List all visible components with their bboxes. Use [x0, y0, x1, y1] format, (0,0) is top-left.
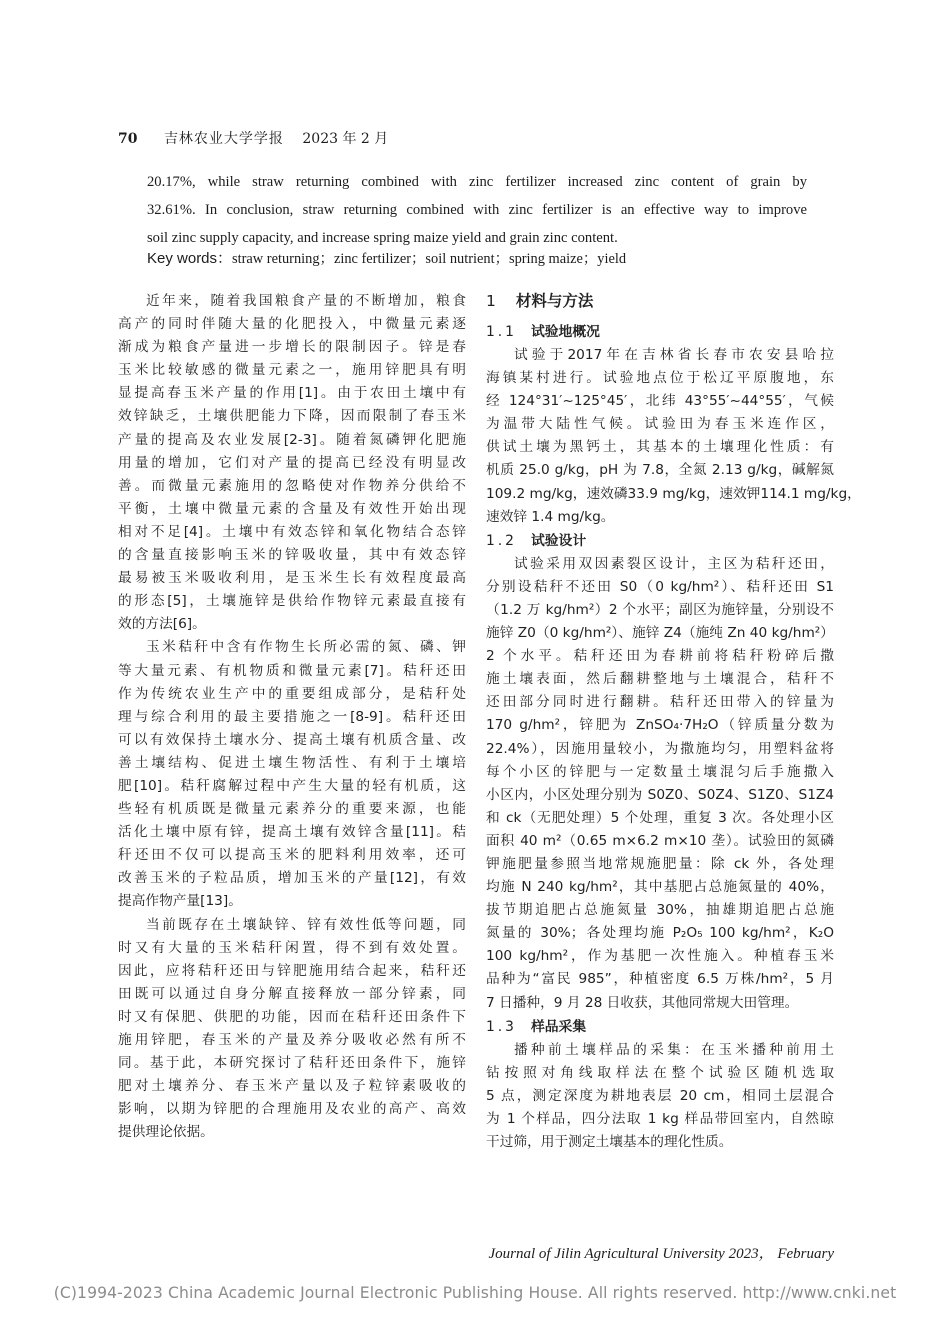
text-line: 速效锌 1.4 mg/kg。 [486, 508, 615, 525]
text-line: 109.2 mg/kg，速效磷33.9 mg/kg，速效钾114.1 mg/kg， [486, 485, 861, 502]
left-column [118, 290, 466, 1144]
journal-title: 吉林农业大学学报 [163, 131, 284, 147]
text-line: 活化土壤中原有锌，提高土壤有效锌含量[11]。秸 [118, 824, 466, 841]
footer-journal: Journal of Jilin Agricultural University 2023， February [488, 1246, 834, 1262]
text-line: 为温带大陆性气候。试验田为春玉米连作区， [486, 416, 834, 433]
copyright-notice: (C)1994-2023 China Academic Journal Electronic Publishing House. All rights reserved. http://www.cnki.net [53, 1284, 897, 1302]
subsection-number: 1.2 [486, 532, 517, 549]
text-line: 2 个水平。秸秆还田为春耕前将秸秆粉碎后撒 [486, 648, 834, 665]
text-line: 22.4%），因施用量较小，为撒施均匀，用塑料盆将 [486, 740, 834, 757]
text-line: 可以有效保持土壤水分、提高土壤有机质含量、改 [118, 731, 466, 748]
text-line: 些轻有机质既是微量元素养分的重要来源，也能 [118, 801, 466, 818]
subsection-heading [486, 529, 834, 553]
text-line: 时又有保肥、供肥的功能，因而在秸秆还田条件下 [118, 1008, 466, 1025]
text-line: 机质 25.0 g/kg，pH 为 7.8，全氮 2.13 g/kg，碱解氮 [486, 462, 834, 479]
text-line: 均施 N 240 kg/hm²，其中基肥占总施氮量的 40%， [486, 879, 834, 896]
right-column [486, 290, 861, 1154]
section-number: 1 [486, 292, 496, 310]
keywords-value: straw returning；zinc fertilizer；soil nutrient；spring maize；yield [232, 251, 627, 267]
text-line: 品种为“富民 985”，种植密度 6.5 万株/hm²，5 月 [486, 971, 834, 988]
keywords [147, 248, 807, 270]
text-line: 每个小区的锌肥与一定数量土壤混匀后手施撒入 [486, 763, 834, 780]
subsection-number: 1.1 [486, 324, 517, 340]
text-line: 等大量元素、有机物质和微量元素[7]。秸秆还田 [118, 662, 466, 679]
subsection-body [486, 553, 834, 1015]
page-number: 70 [118, 131, 138, 147]
text-line: 氮量的 30%；各处理均施 P₂O₅ 100 kg/hm²，K₂O [486, 925, 834, 942]
text-line: 施用锌肥，春玉米的产量及养分吸收必然有所不 [118, 1032, 466, 1048]
text-line: 善。而微量元素施用的忽略使对作物养分供给不 [118, 477, 466, 494]
text-line: 提高作物产量[13]。 [118, 893, 242, 910]
text-line: 玉米比较敏感的微量元素之一，施用锌肥具有明 [118, 362, 466, 379]
text-line: 玉米秸秆中含有作物生长所必需的氮、磷、钾 [146, 639, 466, 656]
text-line: 播种前土壤样品的采集：在玉米播种前用土 [514, 1041, 834, 1058]
english-abstract [147, 168, 807, 270]
text-line: 提供理论依据。 [118, 1124, 214, 1141]
text-line: 同。基于此，本研究探讨了秸秆还田条件下，施锌 [118, 1055, 466, 1072]
issue-date: 2023 年 2 月 [302, 131, 389, 147]
text-line: 时又有大量的玉米秸秆闲置，得不到有效处置。 [118, 939, 466, 956]
text-line: 供试土壤为黑钙土，其基本的土壤理化性质：有 [486, 439, 834, 456]
text-line: 7 日播种，9 月 28 日收获，其他同常规大田管理。 [486, 994, 799, 1011]
text-line: 肥[10]。秸秆腐解过程中产生大量的轻有机质，这 [118, 777, 466, 794]
abstract-line: 32.61%. In conclusion, straw returning combined with zinc fertilizer is an effective way to improve [147, 202, 807, 218]
text-line: 还田部分同时进行翻耕。秸秆还田带入的锌量为 [486, 694, 834, 711]
text-line: 面积 40 m²（0.65 m×6.2 m×10 垄）。试验田的氮磷 [486, 832, 834, 849]
text-line: 施锌 Z0（0 kg/hm²）、施锌 Z4（施纯 Zn 40 kg/hm²） [486, 625, 834, 642]
subsection-heading [486, 1015, 834, 1039]
text-line: 产量的提高及农业发展[2-3]。随着氮磷钾化肥施 [118, 431, 466, 448]
text-line: 效的方法[6]。 [118, 616, 206, 633]
text-line: 试验于2017年在吉林省长春市农安县哈拉 [514, 347, 834, 363]
text-line: 用量的增加，它们对产量的提高已经没有明显改 [118, 454, 466, 471]
text-line: 钾施肥量参照当地常规施肥量：除 ck 外，各处理 [486, 855, 834, 872]
text-line: 高产的同时伴随大量的化肥投入，中微量元素逐 [118, 316, 466, 333]
running-header [118, 128, 838, 148]
text-line: 显提高春玉米产量的作用[1]。由于农田土壤中有 [118, 385, 466, 402]
text-line: 肥对土壤养分、春玉米产量以及子粒锌素吸收的 [118, 1078, 466, 1095]
abstract-line: 20.17%, while straw returning combined with zinc fertilizer increased zinc content of grain by [147, 174, 807, 190]
text-line: 作为传统农业生产中的重要组成部分，是秸秆处 [118, 685, 466, 702]
subsection-heading [486, 320, 834, 344]
text-line: 影响，以期为锌肥的合理施用及农业的高产、高效 [118, 1101, 466, 1118]
text-line: 的形态[5]，土壤施锌是供给作物锌元素最直接有 [118, 593, 466, 610]
text-line: 平衡，土壤中微量元素的含量及有效性开始出现 [118, 500, 466, 517]
text-line: 田既可以通过自身分解直接释放一部分锌素，同 [118, 985, 466, 1002]
text-line: 施土壤表面，然后翻耕整地与土壤混合，秸秆不 [486, 671, 834, 688]
keywords-label: Key words： [147, 250, 233, 267]
text-line: 100 kg/hm²，作为基肥一次性施入。种植春玉米 [486, 948, 834, 965]
subsection-body [486, 344, 861, 529]
text-line: 分别设秸秆不还田 S0（0 kg/hm²）、秸秆还田 S1 [486, 578, 834, 595]
text-line: 最易被玉米吸收利用，是玉米生长有效程度最高 [118, 570, 466, 587]
subsection-body [486, 1039, 834, 1154]
section-heading [486, 290, 834, 312]
abstract-line: soil zinc supply capacity, and increase spring maize yield and grain zinc content. [147, 230, 618, 246]
text-line: 小区内，小区处理分别为 S0Z0、S0Z4、S1Z0、S1Z4 [486, 786, 834, 803]
subsection-title: 样品采集 [530, 1018, 587, 1035]
text-line: 当前既存在土壤缺锌、锌有效性低等问题，同 [146, 916, 466, 933]
text-line: 渐成为粮食产量进一步增长的限制因子。锌是春 [118, 339, 466, 356]
text-line: 秆还田不仅可以提高玉米的肥料利用效率，还可 [118, 847, 466, 864]
text-line: 钻按照对角线取样法在整个试验区随机选取 [486, 1064, 834, 1081]
text-line: 经 124°31′~125°45′，北纬 43°55′~44°55′，气候 [486, 393, 834, 410]
text-line: 因此，应将秸秆还田与锌肥施用结合起来，秸秆还 [118, 962, 466, 979]
subsection-title: 试验地概况 [530, 324, 600, 340]
text-line: 相对不足[4]。土壤中有效态锌和氧化物结合态锌 [118, 523, 466, 540]
text-line: 170 g/hm²，锌肥为 ZnSO₄·7H₂O（锌质量分数为 [486, 717, 834, 734]
text-line: 试验采用双因素裂区设计，主区为秸秆还田， [514, 555, 834, 572]
text-line: 拔节期追肥占总施氮量 30%，抽雄期追肥占总施 [486, 902, 834, 919]
text-line: 为 1 个样品，四分法取 1 kg 样品带回室内，自然晾 [486, 1110, 834, 1127]
text-line: 善土壤结构、促进土壤生物活性、有利于土壤培 [118, 754, 466, 771]
text-line: 理与综合利用的最主要措施之一[8-9]。秸秆还田 [118, 708, 466, 725]
text-line: 干过筛，用于测定土壤基本的理化性质。 [486, 1134, 733, 1150]
subsection-title: 试验设计 [530, 532, 587, 549]
text-line: 效锌缺乏，土壤供肥能力下降，因而限制了春玉米 [118, 408, 466, 425]
subsection-number: 1.3 [486, 1018, 517, 1035]
text-line: 的含量直接影响玉米的锌吸收量，其中有效态锌 [118, 547, 466, 564]
section-title: 材料与方法 [515, 292, 594, 310]
text-line: 改善玉米的子粒品质，增加玉米的产量[12]，有效 [118, 870, 466, 887]
text-line: 和 ck（无肥处理）5 个处理，重复 3 次。各处理小区 [486, 809, 834, 826]
text-line: 近年来，随着我国粮食产量的不断增加，粮食 [146, 293, 466, 309]
text-line: 海镇某村进行。试验地点位于松辽平原腹地，东 [486, 370, 834, 387]
text-line: 5 点，测定深度为耕地表层 20 cm，相同土层混合 [486, 1087, 834, 1104]
text-line: （1.2 万 kg/hm²）2 个水平；副区为施锌量，分别设不 [486, 601, 834, 618]
